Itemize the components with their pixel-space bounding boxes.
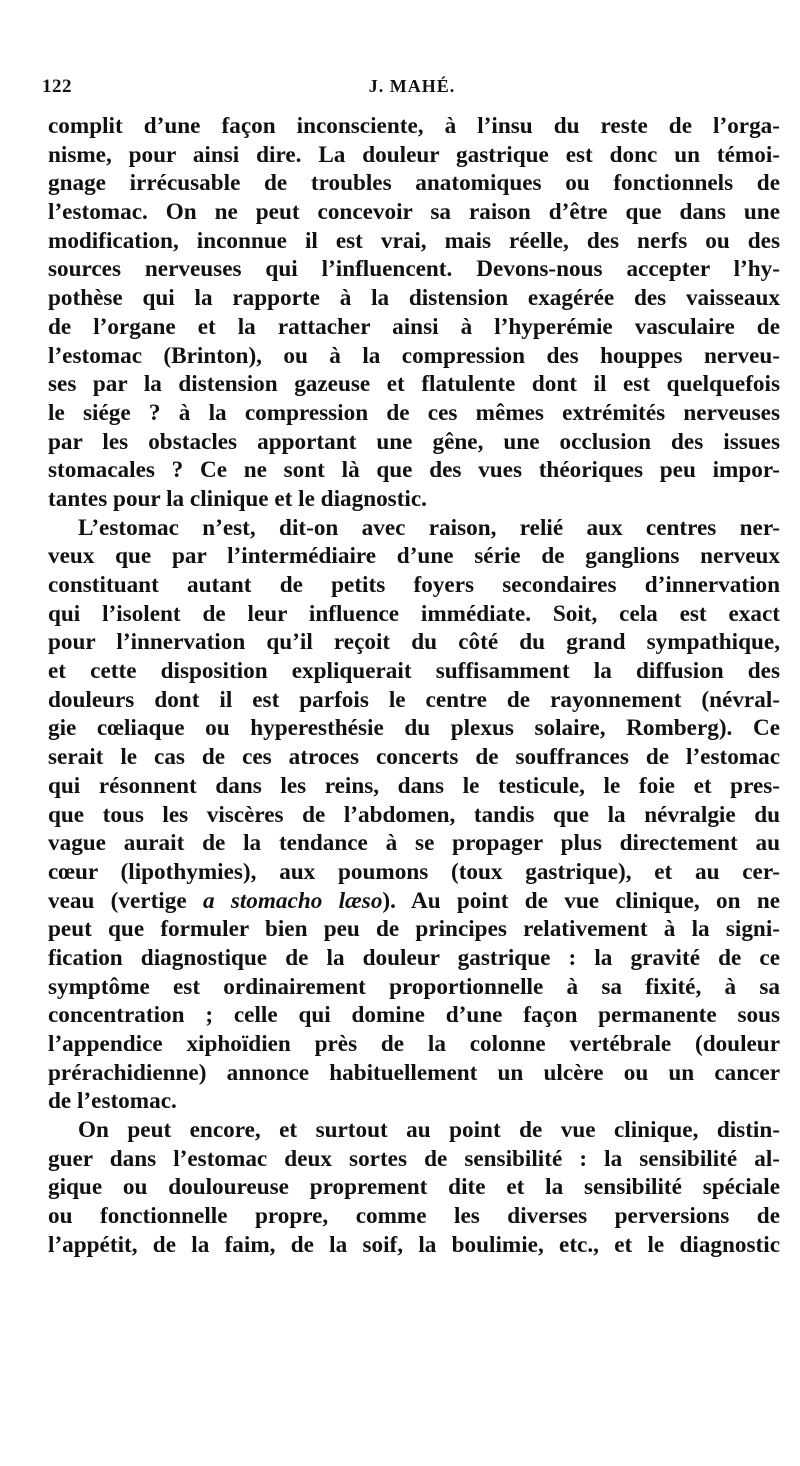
text-line: modification, inconnue il est vrai, mais réelle, des nerfs ou des [48,227,780,254]
text-line: l’estomac (Brinton), ou à la compression des houppes nerveu- [48,342,780,369]
text-line [48,887,780,916]
text-line: tantes pour la clinique et le diagnostic. [48,485,427,512]
text-line: serait le cas de ces atroces concerts de souffrances de l’estomac [48,744,780,771]
text-line: l’appétit, de la faim, de la soif, la boulimie, etc., et le diagnostic [48,1231,780,1258]
text-line: de l’organe et la rattacher ainsi à l’hyperémie vasculaire de [48,313,780,340]
text-line: complit d’une façon inconsciente, à l’insu du reste de l’orga- [48,113,780,139]
text-line: le siége ? à la compression de ces mêmes extrémités nerveuses [48,399,780,426]
text-line: par les obstacles apportant une gêne, une occlusion des issues [48,428,780,455]
text-line: pour l’innervation qu’il reçoit du côté du grand sympathique, [48,629,780,656]
text-line: peut que formuler bien peu de principes relativement à la signi- [48,916,780,943]
text-line: de l’estomac. [48,1088,177,1115]
text-line: et cette disposition expliquerait suffisamment la diffusion des [48,658,780,685]
text-line: gie cœliaque ou hyperesthésie du plexus solaire, Romberg). Ce [48,715,780,742]
text-line: ou fonctionnelle propre, comme les diverses perversions de [48,1203,780,1230]
text-line: symptôme est ordinairement proportionnelle à sa fixité, à sa [48,973,780,1000]
text-line: l’appendice xiphoïdien près de la colonne vertébrale (douleur [48,1031,780,1057]
text-segment: veau (vertige [48,887,203,914]
text-line: qui résonnent dans les reins, dans le testicule, le foie et pres- [48,772,780,799]
text-line: concentration ; celle qui domine d’une façon permanente sous [48,1002,780,1029]
text-line: ses par la distension gazeuse et flatulente dont il est quelquefois [48,371,780,398]
text-segment: ). Au point de vue clinique, on ne [382,887,781,914]
text-line: constituant autant de petits foyers secondaires d’innervation [48,572,780,598]
text-line: qui l’isolent de leur influence immédiate. Soit, cela est exact [48,600,780,627]
text-line: veux que par l’intermédiaire d’une série de ganglions nerveux [48,543,780,570]
text-line: sources nerveuses qui l’influencent. Devons-nous accepter l’hy- [48,256,780,283]
text-line: douleurs dont il est parfois le centre de rayonnement (névral- [48,686,780,713]
text-line: fication diagnostique de la douleur gastrique : la gravité de ce [48,944,780,971]
page-number: 122 [42,76,72,97]
text-line: pothèse qui la rapporte à la distension exagérée des vaisseaux [48,285,780,312]
running-title: J. MAHÉ. [368,76,456,96]
text-line: que tous les viscères de l’abdomen, tandis que la névralgie du [48,801,780,828]
text-line: l’estomac. On ne peut concevoir sa raison d’être que dans une [48,199,780,226]
text-line: gique ou douloureuse proprement dite et la sensibilité spéciale [48,1174,780,1201]
running-head [42,76,782,104]
text-line: stomacales ? Ce ne sont là que des vues théoriques peu impor- [48,457,780,484]
text-line: cœur (lipothymies), aux poumons (toux gastrique), et au cer- [48,858,780,885]
text-line: vague aurait de la tendance à se propager plus directement au [48,830,780,857]
text-line: L’estomac n’est, dit-on avec raison, relié aux centres ner- [78,514,780,541]
text-line: prérachidienne) annonce habituellement un ulcère ou un cancer [48,1059,780,1086]
body-text [48,112,780,1260]
text-line: guer dans l’estomac deux sortes de sensibilité : la sensibilité al- [48,1145,780,1172]
text-line: On peut encore, et surtout au point de vue clinique, distin- [78,1117,780,1144]
text-line: gnage irrécusable de troubles anatomiques ou fonctionnels de [48,170,780,197]
italic-phrase: a stomacho læso [202,887,383,914]
text-line: nisme, pour ainsi dire. La douleur gastrique est donc un témoi- [48,141,780,168]
